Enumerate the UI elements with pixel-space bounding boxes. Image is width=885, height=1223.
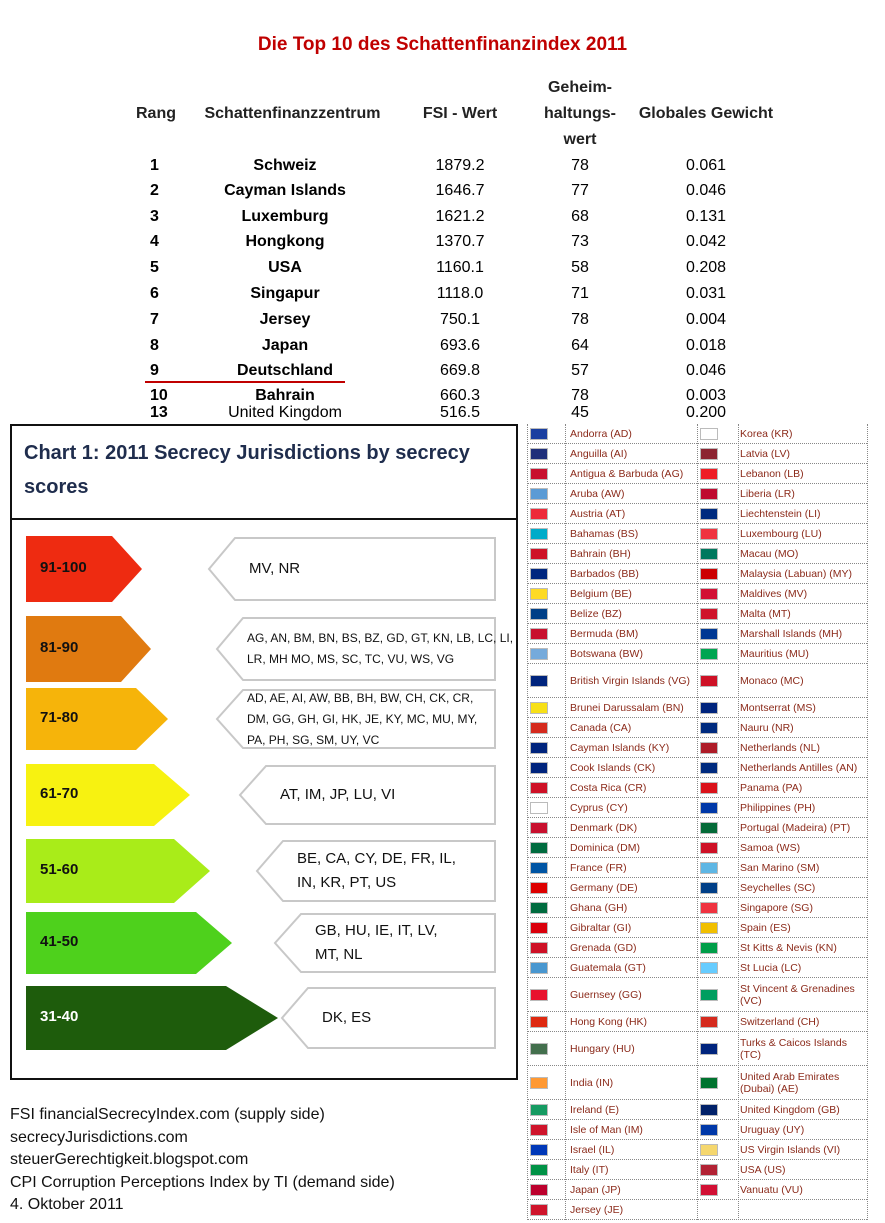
flag-icon [700,989,718,1001]
flag-icon [530,742,548,754]
flag-icon [700,448,718,460]
rank-cell: 2 [150,182,159,199]
flag-icon [530,989,548,1001]
codes-line: PA, PH, SG, SM, UY, VC [247,732,380,747]
flag-icon [530,822,548,834]
link-secrecy[interactable]: secrecyJurisdictions.com [10,1128,188,1146]
country-name: Nauru (NR) [740,721,794,734]
flag-icon [530,1164,548,1176]
flag-icon [530,468,548,480]
score-range-label: 61-70 [40,785,79,802]
flag-icon [530,608,548,620]
country-name: Canada (CA) [570,721,632,734]
country-name: Switzerland (CH) [740,1015,820,1028]
rank-cell: 7 [150,311,159,328]
flag-icon [530,568,548,580]
country-name: Samoa (WS) [740,841,801,854]
country-name: St Kitts & Nevis (KN) [740,941,837,954]
header-secrecy-2: haltungs- [544,105,616,122]
table-row [0,285,885,310]
flag-icon [700,922,718,934]
secrecy-cell: 57 [571,362,589,379]
flag-icon [530,1104,548,1116]
rank-cell: 9 [150,362,159,379]
jurisdiction-codes [322,1006,371,1030]
secrecy-cell: 78 [571,311,589,328]
country-name: Latvia (LV) [740,447,790,460]
country-name: Vanuatu (VU) [740,1183,803,1196]
flag-icon [530,802,548,814]
country-name: Japan (JP) [570,1183,621,1196]
table-row [0,208,885,233]
rank-cell: 13 [150,404,168,421]
country-name: Seychelles (SC) [740,881,816,894]
country-name: St Vincent & Grenadines (VC) [740,982,855,1007]
country-name: Philippines (PH) [740,801,816,814]
flag-icon [700,1124,718,1136]
link-blog[interactable]: steuerGerechtigkeit.blogspot.com [10,1151,249,1168]
source-links [10,1104,395,1217]
codes-line: AD, AE, AI, AW, BB, BH, BW, CH, CK, CR, [247,690,474,705]
table-row [0,337,885,362]
score-range-label: 31-40 [40,1008,79,1025]
codes-line: MT, NL [315,946,363,963]
flag-icon [700,862,718,874]
country-name: Cook Islands (CK) [570,761,656,774]
flag-icon [700,902,718,914]
table-row [0,233,885,258]
flag-icon [700,842,718,854]
weight-cell: 0.061 [685,157,727,174]
fsi-cell: 1160.1 [436,259,484,276]
flag-icon [700,488,718,500]
link-cpi[interactable]: CPI Corruption Perceptions Index by TI (demand side) [10,1173,395,1191]
jurisdiction-codes [315,919,438,967]
flag-icon [530,1077,548,1089]
table-row [0,362,885,387]
country-name: Liechtenstein (LI) [740,507,821,520]
fsi-cell: 693.6 [439,337,481,354]
flag-icon [700,1144,718,1156]
flag-icon [530,862,548,874]
header-weight: Globales Gewicht [638,105,774,122]
country-name: Luxembourg (LU) [740,527,822,540]
highlight-underline [145,381,345,383]
flag-icon [530,628,548,640]
country-name: Austria (AT) [570,507,626,520]
flag-icon [530,528,548,540]
country-name: United Arab Emirates (Dubai) (AE) [740,1070,840,1095]
weight-cell: 0.018 [685,337,727,354]
country-name: Botswana (BW) [570,647,643,660]
country-name: Isle of Man (IM) [570,1123,643,1136]
rank-cell: 10 [150,387,168,404]
fsi-cell: 1118.0 [436,285,484,302]
center-cell: Singapur [250,285,320,302]
weight-cell: 0.200 [685,404,727,421]
table-row [0,259,885,284]
flag-icon [530,588,548,600]
score-range-label: 91-100 [40,559,87,576]
header-center: Schattenfinanzzentrum [204,105,381,122]
flag-icon [700,722,718,734]
country-name: Anguilla (AI) [570,447,628,460]
flag-icon [700,608,718,620]
center-cell: Cayman Islands [224,182,346,199]
flag-icon [700,1164,718,1176]
flag-icon [530,922,548,934]
flag-icon [700,528,718,540]
weight-cell: 0.131 [685,208,727,225]
center-cell: Japan [261,337,309,354]
flag-icon [530,675,548,687]
center-cell: Bahrain [255,387,315,404]
flag-icon [700,1043,718,1055]
center-cell: Hongkong [245,233,325,250]
country-name: British Virgin Islands (VG) [570,674,691,687]
country-name: Guernsey (GG) [570,988,642,1001]
country-name: Ireland (E) [570,1103,620,1116]
page-title: Die Top 10 des Schattenfinanzindex 2011 [257,34,628,55]
header-secrecy-3: wert [563,131,597,148]
jurisdiction-codes [247,688,477,751]
fsi-cell: 669.8 [439,362,481,379]
country-name: Liberia (LR) [740,487,795,500]
secrecy-cell: 64 [571,337,589,354]
fsi-cell: 660.3 [439,387,481,404]
flag-icon [700,942,718,954]
codes-line: AG, AN, BM, BN, BS, BZ, GD, GT, KN, LB, LC, LI, [247,631,514,645]
codes-arrow-31-40 [282,988,495,1048]
country-name: Panama (PA) [740,781,803,794]
flag-icon [700,675,718,687]
country-name: Turks & Caicos Islands (TC) [740,1036,847,1061]
country-name: Cyprus (CY) [570,801,628,814]
date-label: 4. Oktober 2011 [10,1196,124,1213]
flag-icon [700,548,718,560]
country-name: Monaco (MC) [740,674,804,687]
country-name: United Kingdom (GB) [740,1103,840,1116]
country-name: Korea (KR) [740,427,793,440]
country-name: Germany (DE) [570,881,638,894]
country-name: Portugal (Madeira) (PT) [740,821,851,834]
flag-icon [530,882,548,894]
country-name: Lebanon (LB) [740,467,804,480]
country-name: St Lucia (LC) [740,961,802,974]
flag-icon [530,902,548,914]
weight-cell: 0.031 [685,285,727,302]
country-name: US Virgin Islands (VI) [740,1143,841,1156]
center-cell: United Kingdom [228,404,342,421]
flag-icon [700,628,718,640]
country-name: Barbados (BB) [570,567,639,580]
flag-icon [700,468,718,480]
flag-icon [700,782,718,794]
country-name: Gibraltar (GI) [570,921,632,934]
country-name: Singapore (SG) [740,901,813,914]
flag-icon [700,588,718,600]
secrecy-chart [10,424,518,1080]
flag-icon [700,962,718,974]
weight-cell: 0.046 [685,362,727,379]
flag-icon [530,942,548,954]
flag-icon [700,762,718,774]
country-name: Netherlands Antilles (AN) [740,761,858,774]
header-rank: Rang [136,105,176,122]
table-gridline [867,424,868,1220]
secrecy-cell: 77 [571,182,589,199]
score-range-label: 51-60 [40,861,79,878]
secrecy-cell: 71 [571,285,589,302]
country-name: Belgium (BE) [570,587,632,600]
country-name: Mauritius (MU) [740,647,809,660]
table-row [0,182,885,207]
country-name: Hungary (HU) [570,1042,635,1055]
country-name: Marshall Islands (MH) [740,627,843,640]
flag-icon [700,508,718,520]
country-name: Andorra (AD) [570,427,632,440]
flag-icon [700,882,718,894]
country-name: Netherlands (NL) [740,741,820,754]
flag-icon [700,1184,718,1196]
country-name: Israel (IL) [570,1143,615,1156]
fsi-cell: 516.5 [439,404,481,421]
center-cell: Deutschland [236,362,333,379]
country-name: Macau (MO) [740,547,799,560]
chart-title: Chart 1: 2011 Secrecy Jurisdictions by secrecy scores [24,442,470,498]
country-name: Ghana (GH) [570,901,628,914]
score-range-label: 71-80 [40,709,79,726]
jurisdiction-codes [280,783,395,807]
fsi-cell: 1621.2 [435,208,485,225]
secrecy-cell: 68 [571,208,589,225]
codes-line: AT, IM, JP, LU, VI [280,786,396,803]
country-name: Montserrat (MS) [740,701,816,714]
flag-icon [700,1016,718,1028]
flag-icon [530,1204,548,1216]
flag-icon [530,1124,548,1136]
jurisdiction-codes [297,847,456,895]
fsi-cell: 1879.2 [435,157,485,174]
codes-line: LR, MH MO, MS, SC, TC, VU, WS, VG [247,652,455,666]
table-row [0,157,885,182]
country-name: Hong Kong (HK) [570,1015,648,1028]
center-cell: USA [268,259,302,276]
secrecy-cell: 45 [571,404,589,421]
country-name: Guatemala (GT) [570,961,646,974]
table-gridline [565,424,566,1220]
country-name: Malaysia (Labuan) (MY) [740,567,853,580]
country-name: Cayman Islands (KY) [570,741,670,754]
rank-cell: 4 [150,233,159,250]
country-name: India (IN) [570,1076,614,1089]
codes-line: IN, KR, PT, US [297,874,397,891]
flag-icon [530,722,548,734]
weight-cell: 0.208 [685,259,727,276]
link-fsi[interactable]: FSI financialSecrecyIndex.com (supply side) [10,1106,325,1123]
score-range-label: 41-50 [40,933,79,950]
country-name: Brunei Darussalam (BN) [570,701,684,714]
weight-cell: 0.046 [685,182,727,199]
codes-line: MV, NR [249,560,301,577]
flag-icon [530,782,548,794]
flag-icon [700,1104,718,1116]
flag-icon [700,428,718,440]
fsi-cell: 1646.7 [435,182,485,199]
country-name: Grenada (GD) [570,941,637,954]
codes-line: BE, CA, CY, DE, FR, IL, [297,850,456,867]
flag-icon [530,648,548,660]
country-name: Belize (BZ) [570,607,622,620]
codes-line: GB, HU, IE, IT, LV, [315,922,438,939]
country-name: Jersey (JE) [570,1203,624,1216]
fsi-cell: 1370.7 [435,233,485,250]
country-name: France (FR) [570,861,627,874]
flag-icon [530,448,548,460]
flag-icon [530,1184,548,1196]
country-name: Dominica (DM) [570,841,641,854]
table-gridline [738,424,739,1220]
flag-icon [530,962,548,974]
center-cell: Luxemburg [241,208,329,225]
country-name: Antigua & Barbuda (AG) [570,467,684,480]
country-name: Spain (ES) [740,921,791,934]
flag-icon [530,1043,548,1055]
country-name: USA (US) [740,1163,786,1176]
flag-icon [530,428,548,440]
header-secrecy-1: Geheim- [547,79,612,96]
country-name: San Marino (SM) [740,861,820,874]
fsi-cell: 750.1 [439,311,481,328]
weight-cell: 0.042 [685,233,727,250]
rank-cell: 1 [150,157,159,174]
country-name: Bahrain (BH) [570,547,631,560]
flag-icon [700,702,718,714]
flag-icon [530,1144,548,1156]
rank-cell: 5 [150,259,159,276]
rank-cell: 6 [150,285,159,302]
country-name: Bahamas (BS) [570,527,639,540]
flag-icon [530,508,548,520]
chart-arrows [12,426,516,1078]
score-range-label: 81-90 [40,639,79,656]
codes-line: DM, GG, GH, GI, HK, JE, KY, MC, MU, MY, [247,711,478,726]
codes-line: DK, ES [322,1009,372,1026]
flag-icon [700,802,718,814]
table-row [0,311,885,336]
flag-icon [700,648,718,660]
flag-icon [530,488,548,500]
secrecy-cell: 73 [571,233,589,250]
secrecy-cell: 58 [571,259,589,276]
flag-icon [530,702,548,714]
center-cell: Schweiz [253,157,317,174]
table-gridline [697,424,698,1220]
weight-cell: 0.004 [685,311,727,328]
table-gridline [527,424,528,1220]
rank-cell: 3 [150,208,159,225]
flag-icon [700,742,718,754]
flag-icon [530,842,548,854]
flag-icon [700,568,718,580]
center-cell: Jersey [259,311,311,328]
country-name: Bermuda (BM) [570,627,639,640]
secrecy-cell: 78 [571,387,589,404]
country-name: Malta (MT) [740,607,791,620]
jurisdiction-codes [247,628,513,670]
flag-icon [530,548,548,560]
flag-icon [700,1077,718,1089]
country-name: Costa Rica (CR) [570,781,647,794]
country-name: Aruba (AW) [570,487,625,500]
flag-icon [530,762,548,774]
jurisdiction-codes [249,557,300,581]
header-fsi: FSI - Wert [422,105,498,122]
flag-icon [530,1016,548,1028]
country-name: Maldives (MV) [740,587,808,600]
country-name: Denmark (DK) [570,821,638,834]
flag-icon [700,822,718,834]
rank-cell: 8 [150,337,159,354]
country-name: Uruguay (UY) [740,1123,805,1136]
secrecy-cell: 78 [571,157,589,174]
weight-cell: 0.003 [685,387,727,404]
country-name: Italy (IT) [570,1163,609,1176]
